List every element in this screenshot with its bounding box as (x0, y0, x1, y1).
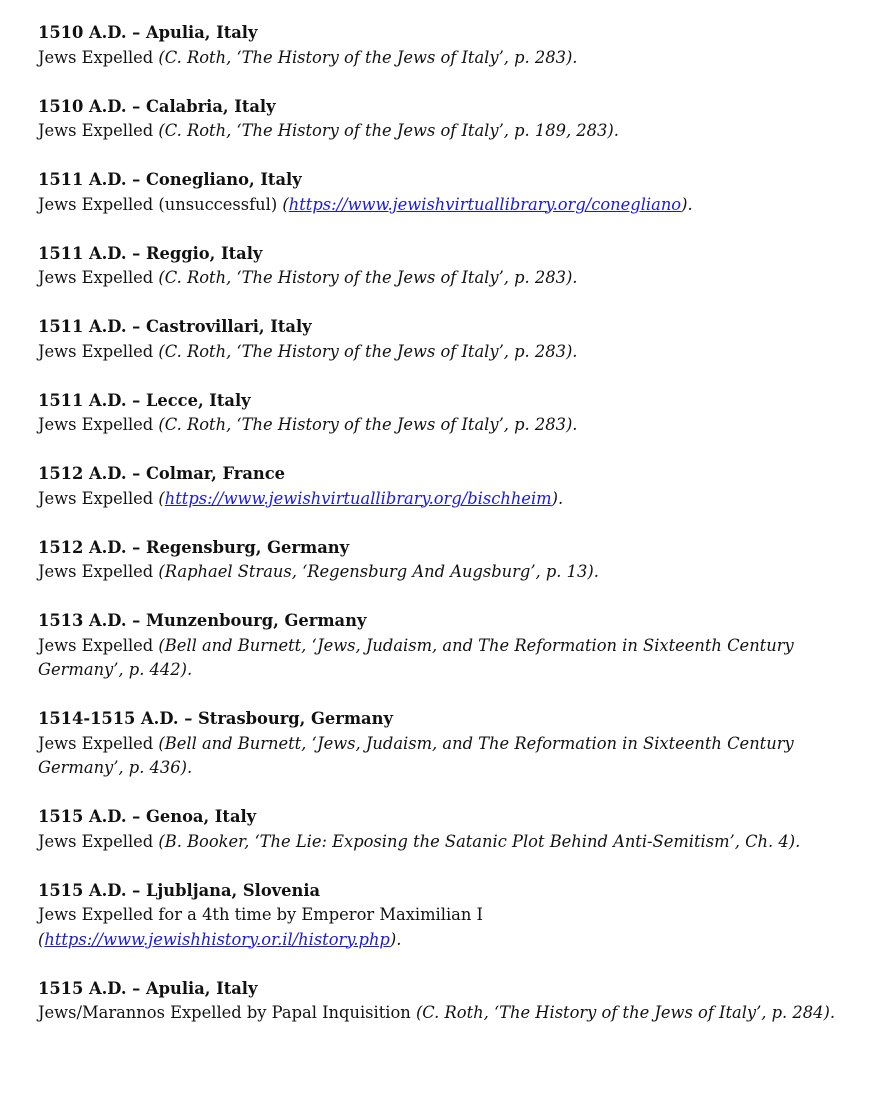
entry-body (38, 830, 846, 855)
entry-body (38, 193, 846, 218)
entry-heading: 1510 A.D. – Apulia, Italy (38, 23, 258, 42)
entry-text: Jews Expelled (38, 341, 159, 361)
citation-text: ( (158, 488, 165, 508)
expulsion-entry (38, 389, 846, 438)
entry-heading: 1515 A.D. – Ljubljana, Slovenia (38, 880, 321, 900)
entry-body (38, 732, 846, 781)
source-link[interactable]: https://www.jewishvirtuallibrary.org/conegliano (288, 194, 682, 214)
entry-text: Jews Expelled (38, 415, 159, 434)
citation-text: ). (551, 488, 564, 508)
entry-heading: 1513 A.D. – Munzenbourg, Germany (38, 611, 367, 630)
document-page (38, 21, 846, 1050)
citation-text: (C. Roth, ‘The History of the Jews of Italy’, p. 283). (158, 47, 578, 67)
citation-text: ( (38, 929, 45, 949)
entry-body (38, 119, 846, 144)
expulsion-entry (38, 536, 846, 585)
entry-body (38, 487, 846, 512)
entry-text: Jews Expelled (38, 488, 159, 508)
entry-heading: 1510 A.D. – Calabria, Italy (38, 96, 276, 116)
entry-text: Jews Expelled (38, 831, 159, 851)
citation-text: ( (282, 194, 289, 214)
entry-body (38, 46, 846, 71)
expulsion-entry (38, 462, 846, 511)
citation-text: (Raphael Straus, ‘Regensburg And Augsburg’, p. 13). (158, 562, 599, 581)
expulsion-entry (38, 977, 846, 1026)
entry-heading: 1511 A.D. – Reggio, Italy (38, 243, 263, 263)
entry-text: Jews Expelled (38, 733, 159, 753)
entry-body (38, 266, 846, 291)
entry-body (38, 1001, 846, 1026)
entry-heading: 1511 A.D. – Lecce, Italy (38, 390, 251, 410)
entry-text: Jews Expelled for a 4th time by Emperor Maximilian I (38, 905, 483, 924)
entry-body (38, 413, 846, 438)
entry-body (38, 903, 846, 952)
entry-body (38, 560, 846, 585)
citation-text: ). (681, 194, 693, 214)
expulsion-entry (38, 609, 846, 683)
entry-heading: 1511 A.D. – Castrovillari, Italy (38, 317, 312, 336)
entry-body (38, 634, 846, 683)
entry-heading: 1515 A.D. – Genoa, Italy (38, 807, 257, 826)
citation-text: (C. Roth, ‘The History of the Jews of Italy’, p. 189, 283). (158, 121, 619, 140)
source-link[interactable]: https://www.jewishvirtuallibrary.org/bischheim (164, 488, 552, 508)
entry-text: Jews Expelled (38, 562, 159, 581)
expulsion-entry (38, 95, 846, 144)
citation-text: (Bell and Burnett, ‘Jews, Judaism, and The Reformation in Sixteenth Century Germany’, p. 436). (38, 733, 794, 777)
entry-heading: 1511 A.D. – Conegliano, Italy (38, 170, 302, 189)
entry-text: Jews/Marannos Expelled by Papal Inquisition (38, 1003, 416, 1022)
expulsion-entry (38, 315, 846, 364)
entry-text: Jews Expelled (unsuccessful) (38, 194, 283, 214)
citation-text: (C. Roth, ‘The History of the Jews of Italy’, p. 283). (158, 268, 578, 287)
citation-text: (C. Roth, ‘The History of the Jews of Italy’, p. 283). (158, 341, 578, 361)
entry-heading: 1515 A.D. – Apulia, Italy (38, 978, 258, 998)
entry-text: Jews Expelled (38, 47, 159, 67)
citation-text: (Bell and Burnett, ‘Jews, Judaism, and The Reformation in Sixteenth Century Germany’, p. 442). (38, 635, 794, 679)
entry-heading: 1512 A.D. – Regensburg, Germany (38, 537, 350, 557)
entry-heading: 1512 A.D. – Colmar, France (38, 464, 285, 483)
citation-text: (B. Booker, ‘The Lie: Exposing the Satanic Plot Behind Anti-Semitism’, Ch. 4). (158, 831, 801, 851)
entry-body (38, 340, 846, 365)
citation-text: (C. Roth, ‘The History of the Jews of Italy’, p. 283). (158, 415, 578, 434)
expulsion-entry (38, 242, 846, 291)
entry-text: Jews Expelled (38, 268, 159, 287)
entry-heading: 1514-1515 A.D. – Strasbourg, Germany (38, 709, 393, 728)
expulsion-entry (38, 21, 846, 70)
expulsion-entry (38, 879, 846, 953)
citation-text: ). (389, 929, 402, 949)
expulsion-entry (38, 805, 846, 854)
entry-text: Jews Expelled (38, 121, 159, 140)
citation-text: (C. Roth, ‘The History of the Jews of Italy’, p. 284). (415, 1003, 836, 1022)
expulsion-entry (38, 168, 846, 217)
source-link[interactable]: https://www.jewishhistory.or.il/history.php (44, 929, 390, 949)
expulsion-entry (38, 707, 846, 781)
entry-text: Jews Expelled (38, 635, 159, 655)
